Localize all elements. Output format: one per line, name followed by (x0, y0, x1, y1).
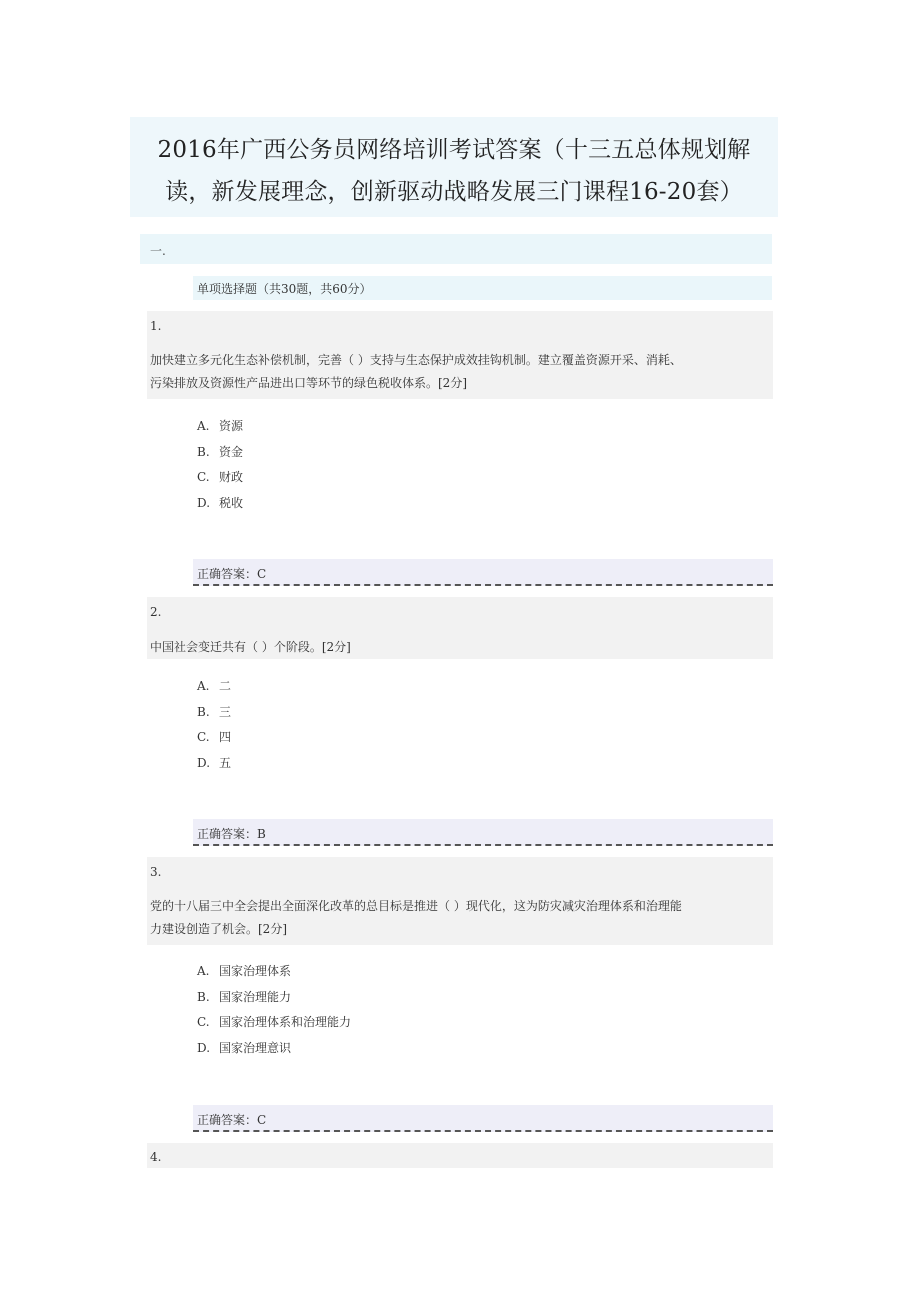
option-letter: B. (197, 704, 210, 719)
question-3-answer (193, 1105, 773, 1132)
question-2 (147, 597, 773, 659)
option-letter: A. (197, 679, 210, 693)
option-text: 国家治理体系 (219, 964, 292, 978)
question-number: 2. (150, 605, 162, 619)
document-title (130, 117, 778, 217)
option-letter: D. (197, 495, 211, 510)
option-text: 三 (219, 704, 232, 719)
option-d[interactable] (197, 491, 497, 517)
option-c[interactable] (197, 1010, 497, 1036)
question-1-options (197, 414, 497, 516)
option-b[interactable] (197, 985, 497, 1011)
question-2-answer (193, 819, 773, 846)
option-letter: C. (197, 730, 210, 745)
section-subheading (193, 276, 772, 300)
question-3-options (197, 959, 497, 1061)
question-1 (147, 311, 773, 399)
question-number: 3. (150, 865, 162, 879)
question-number: 4. (150, 1150, 162, 1164)
option-c[interactable] (197, 725, 497, 751)
option-letter: B. (197, 444, 210, 459)
option-b[interactable] (197, 440, 497, 466)
answer-text: 正确答案：C (197, 1113, 267, 1127)
question-text-line-2: 力建设创造了机会。[2分] (150, 922, 287, 936)
question-2-options (197, 674, 497, 776)
question-text-line-1: 党的十八届三中全会提出全面深化改革的总目标是推进（ ）现代化，这为防灾减灾治理体系和治理能 (150, 899, 682, 913)
option-text: 四 (219, 730, 232, 745)
option-b[interactable] (197, 700, 497, 726)
option-letter: C. (197, 470, 210, 485)
question-number: 1. (150, 319, 162, 333)
title-line-1: 2016年广西公务员网络培训考试答案（十三五总体规划解 (157, 137, 751, 163)
subheading-text: 单项选择题（共30题，共60分） (197, 282, 372, 296)
option-letter: A. (197, 964, 210, 978)
question-text-line-1: 加快建立多元化生态补偿机制，完善（ ）支持与生态保护成效挂钩机制。建立覆盖资源开采、消耗、 (150, 353, 682, 367)
option-text: 五 (219, 755, 232, 770)
option-text: 资金 (219, 444, 244, 459)
answer-text: 正确答案：C (197, 567, 267, 581)
question-text-line-1: 中国社会变迁共有（ ）个阶段。[2分] (150, 640, 351, 654)
option-text: 资源 (219, 419, 244, 433)
option-text: 税收 (219, 495, 244, 510)
option-text: 二 (219, 679, 232, 693)
title-line-2: 读，新发展理念，创新驱动战略发展三门课程16-20套） (165, 179, 743, 205)
option-letter: C. (197, 1015, 210, 1030)
option-letter: D. (197, 755, 211, 770)
option-a[interactable] (197, 674, 497, 700)
answer-text: 正确答案：B (197, 827, 266, 841)
option-text: 国家治理能力 (219, 989, 292, 1004)
option-text: 国家治理意识 (219, 1040, 292, 1055)
question-4 (147, 1143, 773, 1168)
option-c[interactable] (197, 465, 497, 491)
question-3 (147, 857, 773, 945)
option-text: 国家治理体系和治理能力 (219, 1015, 352, 1030)
option-d[interactable] (197, 751, 497, 777)
option-a[interactable] (197, 414, 497, 440)
question-1-answer (193, 559, 773, 586)
option-d[interactable] (197, 1036, 497, 1062)
question-text-line-2: 污染排放及资源性产品进出口等环节的绿色税收体系。[2分] (150, 376, 468, 390)
option-letter: D. (197, 1040, 211, 1055)
option-text: 财政 (219, 470, 244, 485)
option-a[interactable] (197, 959, 497, 985)
option-letter: B. (197, 989, 210, 1004)
section-header (140, 234, 772, 264)
option-letter: A. (197, 419, 210, 433)
section-number: 一. (150, 244, 166, 258)
